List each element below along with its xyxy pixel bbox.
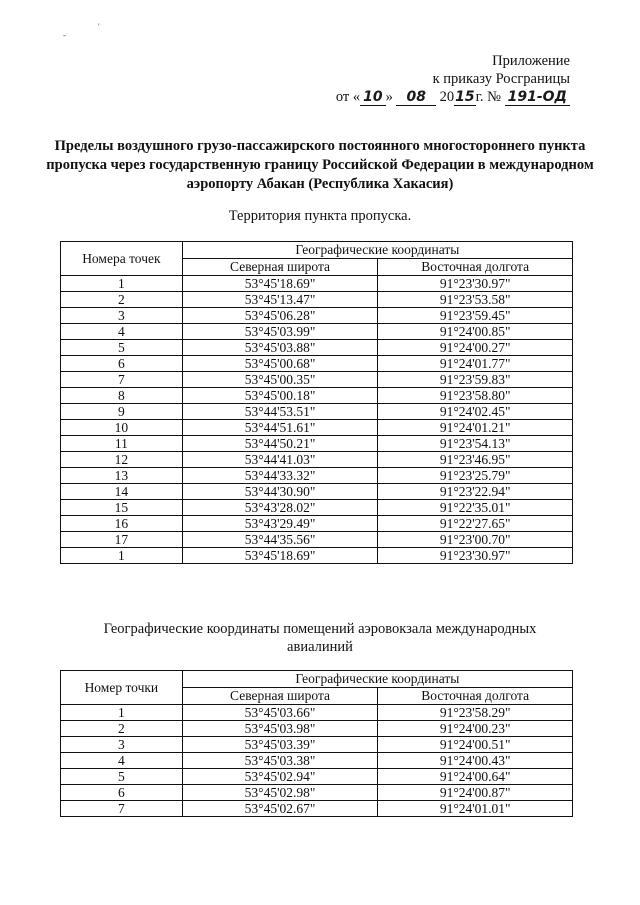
east-longitude-cell: 91°22'27.65": [378, 516, 573, 532]
document-title: Пределы воздушного грузо-пассажирского постоянного многостороннего пункта пропуска через государственную границу Российской Федерации в международном аэропорту Абакан (Республика Хакасия): [46, 138, 594, 192]
north-latitude-cell: 53°45'03.66": [182, 705, 378, 721]
north-latitude-cell: 53°45'03.99": [182, 324, 378, 340]
east-longitude-cell: 91°23'00.70": [378, 532, 573, 548]
north-latitude-cell: 53°45'18.69": [182, 276, 378, 292]
east-longitude-cell: 91°23'25.79": [378, 468, 573, 484]
north-latitude-cell: 53°43'28.02": [182, 500, 378, 516]
section2-heading: Географические координаты помещений аэровокзала международных авиалиний: [103, 621, 537, 655]
point-number-cell: 5: [61, 769, 183, 785]
order-number: 191-ОД: [505, 89, 570, 106]
point-number-cell: 7: [61, 801, 183, 817]
table-body: [61, 276, 573, 564]
north-latitude-cell: 53°45'00.35": [182, 372, 378, 388]
east-longitude-cell: 91°23'58.80": [378, 388, 573, 404]
east-longitude-cell: 91°22'35.01": [378, 500, 573, 516]
north-latitude-cell: 53°44'30.90": [182, 484, 378, 500]
table-row: [61, 292, 573, 308]
table-row: [61, 705, 573, 721]
east-longitude-cell: 91°24'01.21": [378, 420, 573, 436]
east-longitude-cell: 91°24'01.01": [378, 801, 573, 817]
point-number-cell: 8: [61, 388, 183, 404]
point-number-cell: 11: [61, 436, 183, 452]
east-longitude-cell: 91°23'30.97": [378, 548, 573, 564]
point-number-cell: 2: [61, 292, 183, 308]
point-number-cell: 6: [61, 785, 183, 801]
north-latitude-cell: 53°44'41.03": [182, 452, 378, 468]
east-longitude-cell: 91°24'00.23": [378, 721, 573, 737]
table-row: [61, 468, 573, 484]
point-number-cell: 13: [61, 468, 183, 484]
table-row: [61, 500, 573, 516]
col-geo-coordinates: Географические координаты: [182, 242, 572, 259]
north-latitude-cell: 53°44'53.51": [182, 404, 378, 420]
north-latitude-cell: 53°44'50.21": [182, 436, 378, 452]
table-row: [61, 785, 573, 801]
date-quote: »: [385, 89, 393, 105]
point-number-cell: 3: [61, 737, 183, 753]
north-latitude-cell: 53°44'35.56": [182, 532, 378, 548]
point-number-cell: 5: [61, 340, 183, 356]
table-row: [61, 452, 573, 468]
date-year-prefix: 20: [439, 89, 455, 105]
date-prefix: от «: [335, 89, 361, 105]
date-year-suffix: г. №: [475, 89, 501, 105]
appendix-block: [310, 52, 570, 106]
point-number-cell: 3: [61, 308, 183, 324]
point-number-cell: 1: [61, 548, 183, 564]
table-row: [61, 516, 573, 532]
north-latitude-cell: 53°45'03.38": [182, 753, 378, 769]
col-point-numbers: Номера точек: [61, 242, 183, 276]
table-row: [61, 420, 573, 436]
north-latitude-cell: 53°45'02.67": [182, 801, 378, 817]
table-row: [61, 372, 573, 388]
east-longitude-cell: 91°24'00.87": [378, 785, 573, 801]
table-row: [61, 737, 573, 753]
appendix-order-ref: к приказу Росграницы: [432, 71, 570, 87]
table-row: [61, 801, 573, 817]
north-latitude-cell: 53°45'00.18": [182, 388, 378, 404]
point-number-cell: 7: [61, 372, 183, 388]
east-longitude-cell: 91°24'01.77": [378, 356, 573, 372]
east-longitude-cell: 91°23'30.97": [378, 276, 573, 292]
table-body: [61, 705, 573, 817]
east-longitude-cell: 91°24'00.51": [378, 737, 573, 753]
date-day: 10: [360, 89, 385, 106]
point-number-cell: 4: [61, 324, 183, 340]
north-latitude-cell: 53°45'02.98": [182, 785, 378, 801]
north-latitude-cell: 53°45'06.28": [182, 308, 378, 324]
point-number-cell: 15: [61, 500, 183, 516]
north-latitude-cell: 53°45'00.68": [182, 356, 378, 372]
terminal-coordinates-table: [60, 670, 573, 817]
appendix-title: Приложение: [492, 53, 570, 69]
east-longitude-cell: 91°24'02.45": [378, 404, 573, 420]
table-row: [61, 753, 573, 769]
point-number-cell: 1: [61, 276, 183, 292]
east-longitude-cell: 91°24'00.27": [378, 340, 573, 356]
table-row: [61, 308, 573, 324]
section1-heading: Территория пункта пропуска.: [228, 208, 412, 224]
col-geo-coordinates: Географические координаты: [182, 671, 572, 688]
north-latitude-cell: 53°45'03.39": [182, 737, 378, 753]
north-latitude-cell: 53°43'29.49": [182, 516, 378, 532]
north-latitude-cell: 53°45'18.69": [182, 548, 378, 564]
north-latitude-cell: 53°45'13.47": [182, 292, 378, 308]
scan-mark: ': [98, 22, 100, 32]
col-north-latitude: Северная широта: [182, 259, 378, 276]
point-number-cell: 6: [61, 356, 183, 372]
table-row: [61, 324, 573, 340]
east-longitude-cell: 91°23'54.13": [378, 436, 573, 452]
date-month: 08: [396, 89, 435, 106]
col-point-number: Номер точки: [61, 671, 183, 705]
point-number-cell: 1: [61, 705, 183, 721]
east-longitude-cell: 91°23'59.45": [378, 308, 573, 324]
east-longitude-cell: 91°23'59.83": [378, 372, 573, 388]
north-latitude-cell: 53°45'03.98": [182, 721, 378, 737]
table-row: [61, 276, 573, 292]
table-row: [61, 532, 573, 548]
scan-mark: -: [63, 30, 66, 40]
point-number-cell: 10: [61, 420, 183, 436]
appendix-date-line: [310, 88, 570, 106]
point-number-cell: 4: [61, 753, 183, 769]
point-number-cell: 17: [61, 532, 183, 548]
table-row: [61, 356, 573, 372]
east-longitude-cell: 91°23'58.29": [378, 705, 573, 721]
point-number-cell: 16: [61, 516, 183, 532]
east-longitude-cell: 91°24'00.64": [378, 769, 573, 785]
point-number-cell: 12: [61, 452, 183, 468]
table-row: [61, 769, 573, 785]
date-year: 15: [455, 89, 475, 105]
east-longitude-cell: 91°24'00.85": [378, 324, 573, 340]
point-number-cell: 9: [61, 404, 183, 420]
table-row: [61, 548, 573, 564]
east-longitude-cell: 91°23'46.95": [378, 452, 573, 468]
east-longitude-cell: 91°24'00.43": [378, 753, 573, 769]
table-row: [61, 388, 573, 404]
point-number-cell: 14: [61, 484, 183, 500]
table-row: [61, 436, 573, 452]
east-longitude-cell: 91°23'22.94": [378, 484, 573, 500]
north-latitude-cell: 53°45'02.94": [182, 769, 378, 785]
north-latitude-cell: 53°44'51.61": [182, 420, 378, 436]
point-number-cell: 2: [61, 721, 183, 737]
north-latitude-cell: 53°45'03.88": [182, 340, 378, 356]
north-latitude-cell: 53°44'33.32": [182, 468, 378, 484]
table-row: [61, 404, 573, 420]
table-row: [61, 721, 573, 737]
territory-coordinates-table: [60, 241, 573, 564]
col-east-longitude: Восточная долгота: [378, 688, 573, 705]
table-row: [61, 340, 573, 356]
col-north-latitude: Северная широта: [182, 688, 378, 705]
east-longitude-cell: 91°23'53.58": [378, 292, 573, 308]
col-east-longitude: Восточная долгота: [378, 259, 573, 276]
table-row: [61, 484, 573, 500]
